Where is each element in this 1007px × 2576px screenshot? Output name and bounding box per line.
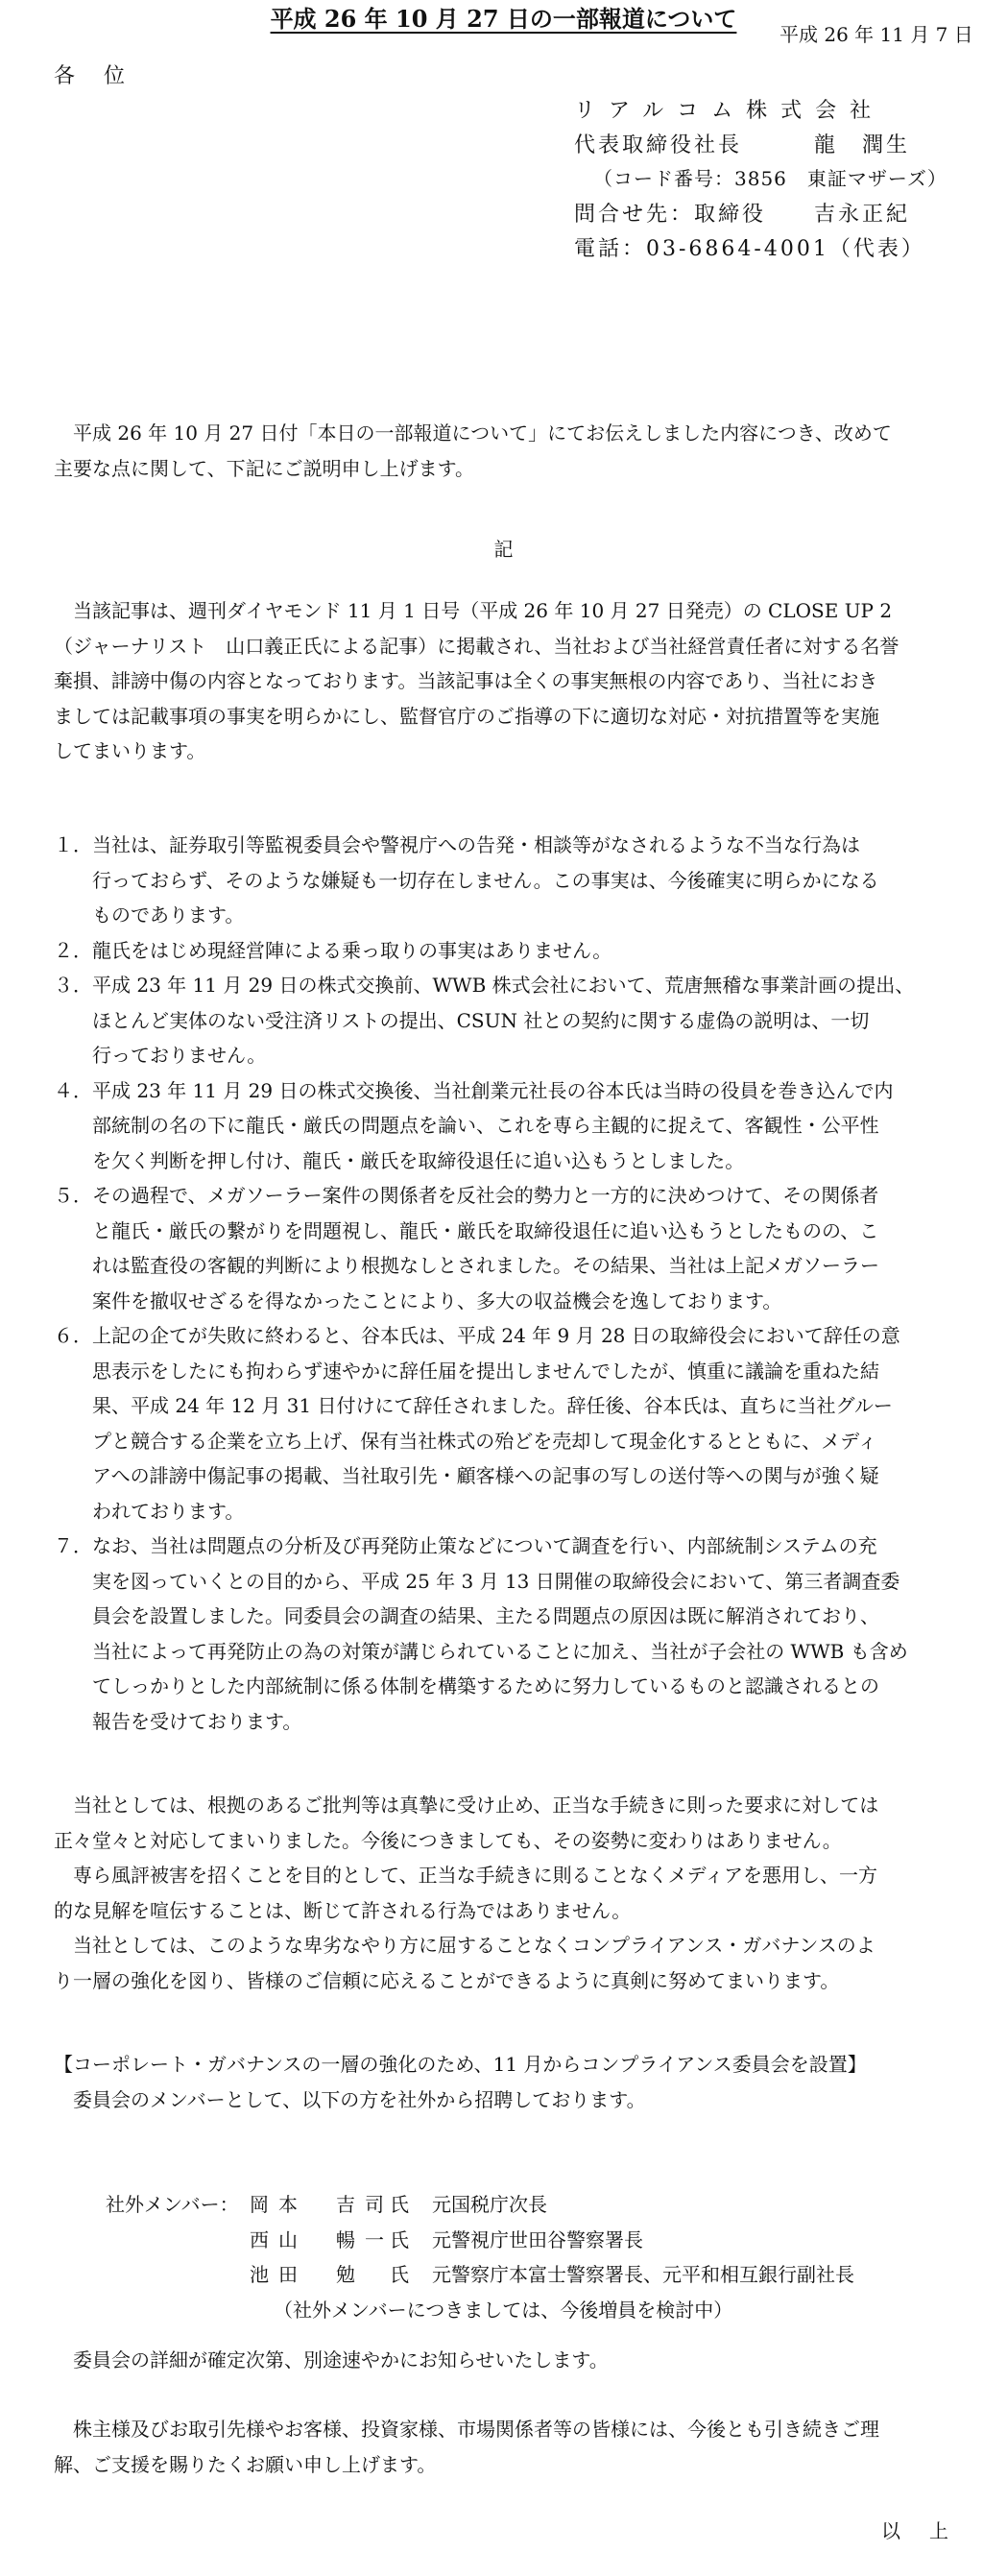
item-number: ３． — [54, 974, 92, 997]
member-position: 元警視庁世田谷警察署長 — [432, 2227, 643, 2251]
item-line: 当社によって再発防止の為の対策が講じられていることに加え、当社が子会社の WWB も含め — [92, 1639, 908, 1663]
item-line: 報告を受けております。 — [92, 1709, 302, 1733]
numbered-list — [54, 828, 975, 1739]
stance-line: 正々堂々と対応してまいりました。今後につきましても、その姿勢に変わりはありません。 — [54, 1828, 842, 1852]
list-item — [54, 933, 975, 969]
stance-line: 当社としては、このような卑劣なやり方に屈することなくコンプライアンス・ガバナンスのよ — [54, 1934, 875, 1957]
member-honorific: 氏 — [390, 2227, 409, 2251]
closing-paragraph — [54, 2412, 966, 2482]
closing-line: 解、ご支援を賜りたくお願い申し上げます。 — [54, 2452, 437, 2476]
body-line: 棄損、誹謗中傷の内容となっております。当該記事は全くの事実無根の内容であり、当社におき — [54, 669, 878, 692]
body-line: してまいります。 — [54, 739, 206, 762]
member-position: 元国税庁次長 — [432, 2193, 547, 2216]
item-line: なお、当社は問題点の分析及び再発防止策などについて調査を行い、内部統制システムの充 — [92, 1534, 877, 1557]
member-name: 岡本 吉司 — [250, 2193, 394, 2216]
item-line: 当社は、証券取引等監視委員会や警視庁への告発・相談等がなされるような不当な行為は — [92, 833, 860, 856]
item-line: 上記の企てが失敗に終わると、谷本氏は、平成 24 年 9 月 28 日の取締役会において辞任の意 — [92, 1324, 900, 1347]
item-line: その過程で、メガソーラー案件の関係者を反社会的勢力と一方的に決めつけて、その関係者 — [92, 1184, 879, 1207]
committee-heading: 【コーポレート・ガバナンスの一層の強化のため、11 月からコンプライアンス委員会を設置】 — [54, 2053, 867, 2076]
stance-paragraph — [54, 1788, 966, 1998]
member-label: 社外メンバー： — [106, 2193, 239, 2216]
document-date: 平成 26 年 11 月 7 日 — [779, 23, 973, 46]
list-item — [54, 1178, 975, 1318]
addressee: 各位 — [54, 64, 155, 88]
item-number: ５． — [54, 1184, 92, 1207]
committee-detail-line: 委員会の詳細が確定次第、別途速やかにお知らせいたします。 — [54, 2348, 609, 2371]
list-item — [54, 1073, 975, 1179]
list-item — [54, 828, 975, 933]
representative: 代表取締役社長 龍 潤生 — [574, 133, 911, 157]
intro-line: 主要な点に関して、下記にご説明申し上げます。 — [54, 456, 474, 480]
stance-line: 専ら風評被害を招くことを目的として、正当な手続きに則ることなくメディアを悪用し、一方 — [54, 1864, 877, 1887]
item-line: 行っておりません。 — [92, 1044, 267, 1067]
item-line: れは監査役の客観的判断により根拠なしとされました。その結果、当社は上記メガソーラー — [92, 1254, 879, 1277]
ki-marker: 記 — [493, 538, 514, 561]
item-number: ６． — [54, 1324, 92, 1347]
item-line: 員会を設置しました。同委員会の調査の結果、主たる問題点の原因は既に解消されており、 — [92, 1604, 879, 1627]
item-number: ４． — [54, 1078, 92, 1102]
list-item — [54, 968, 975, 1073]
item-line: アへの誹謗中傷記事の掲載、当社取引先・顧客様への記事の写しの送付等への関与が強く疑 — [92, 1464, 879, 1487]
item-line: 案件を撤収せざるを得なかったことにより、多大の収益機会を逸しております。 — [92, 1288, 782, 1312]
committee-section — [54, 2047, 966, 2117]
member-honorific: 氏 — [390, 2193, 409, 2216]
stance-line: 的な見解を喧伝することは、断じて許される行為ではありません。 — [54, 1898, 632, 1922]
list-item — [54, 1529, 975, 1739]
intro-line: 平成 26 年 10 月 27 日付「本日の一部報道について」にてお伝えしました内容につき、改めて — [54, 421, 892, 445]
list-item — [54, 1318, 975, 1529]
item-line: と龍氏・厳氏の繋がりを問題視し、龍氏・厳氏を取締役退任に追い込もうとしたものの、こ — [92, 1218, 879, 1242]
item-number: ２． — [54, 938, 92, 962]
item-line: 龍氏をはじめ現経営陣による乗っ取りの事実はありません。 — [92, 938, 612, 962]
member-honorific: 氏 — [390, 2263, 409, 2286]
item-line: 実を図っていくとの目的から、平成 25 年 3 月 13 日開催の取締役会において、第三者調査委 — [92, 1569, 900, 1593]
item-number: ７． — [54, 1534, 92, 1557]
intro-paragraph — [54, 416, 966, 486]
item-line: ほとんど実体のない受注済リストの提出、CSUN 社との契約に関する虚偽の説明は、一切 — [92, 1008, 870, 1032]
body-paragraph — [54, 593, 966, 769]
item-line: 思表示をしたにも拘わらず速やかに辞任届を提出しませんでしたが、慎重に議論を重ねた結 — [92, 1359, 879, 1383]
item-line: を欠く判断を押し付け、龍氏・厳氏を取締役退任に追い込もうとしました。 — [92, 1148, 745, 1172]
page-title: 平成 26 年 10 月 27 日の一部報道について — [270, 5, 737, 33]
item-line: 平成 23 年 11 月 29 日の株式交換後、当社創業元社長の谷本氏は当時の役員を巻き込んで内 — [92, 1078, 894, 1102]
body-line: ましては記載事項の事実を明らかにし、監督官庁のご指導の下に適切な対応・対抗措置等を実施 — [54, 704, 879, 728]
item-line: てしっかりとした内部統制に係る体制を構築するために努力しているものと認識されるとの — [92, 1674, 879, 1697]
committee-intro: 委員会のメンバーとして、以下の方を社外から招聘しております。 — [54, 2087, 646, 2111]
company-name: リアルコム株式会社 — [574, 99, 885, 123]
item-line: 部統制の名の下に龍氏・厳氏の問題点を論い、これを専ら主観的に捉えて、客観性・公平性 — [92, 1114, 879, 1137]
item-line: 平成 23 年 11 月 29 日の株式交換前、WWB 株式会社において、荒唐無稽な事業計画の提出、 — [92, 974, 915, 997]
stance-line: り一層の強化を図り、皆様のご信頼に応えることができるように真剣に努めてまいります。 — [54, 1968, 840, 1992]
closing-line: 株主様及びお取引先様やお客様、投資家様、市場関係者等の皆様には、今後とも引き続きご理 — [54, 2418, 879, 2441]
stock-code: （コード番号：3856 東証マザーズ） — [593, 167, 947, 190]
member-name: 池田 勉 — [250, 2263, 365, 2286]
member-name: 西山 暢一 — [250, 2227, 394, 2251]
committee-detail — [54, 2343, 966, 2378]
closing-mark: 以上 — [881, 2519, 977, 2542]
body-line: 当該記事は、週刊ダイヤモンド 11 月 1 日号（平成 26 年 10 月 27 日発売）の CLOSE UP 2 — [54, 599, 893, 622]
stance-line: 当社としては、根拠のあるご批判等は真摯に受け止め、正当な手続きに則った要求に対しては — [54, 1794, 879, 1817]
item-line: ものであります。 — [92, 903, 245, 927]
body-line: （ジャーナリスト 山口義正氏による記事）に掲載され、当社および当社経営責任者に対する名誉 — [54, 634, 899, 658]
contact-phone: 電話：03-6864-4001（代表） — [574, 237, 925, 261]
member-position: 元警察庁本富士警察署長、元平和相互銀行副社長 — [432, 2263, 854, 2286]
item-line: われております。 — [92, 1499, 245, 1523]
item-line: 果、平成 24 年 12 月 31 日付けにて辞任されました。辞任後、谷本氏は、直ちに当社グルー — [92, 1394, 893, 1417]
contact-person: 問合せ先：取締役 吉永正紀 — [574, 203, 911, 227]
item-line: プと競合する企業を立ち上げ、保有当社株式の殆どを売却して現金化するとともに、メディ — [92, 1429, 877, 1453]
item-number: １． — [54, 833, 92, 856]
item-line: 行っておらず、そのような嫌疑も一切存在しません。この事実は、今後確実に明らかになる — [92, 868, 879, 892]
member-note: （社外メンバーにつきましては、今後増員を検討中） — [274, 2298, 733, 2322]
